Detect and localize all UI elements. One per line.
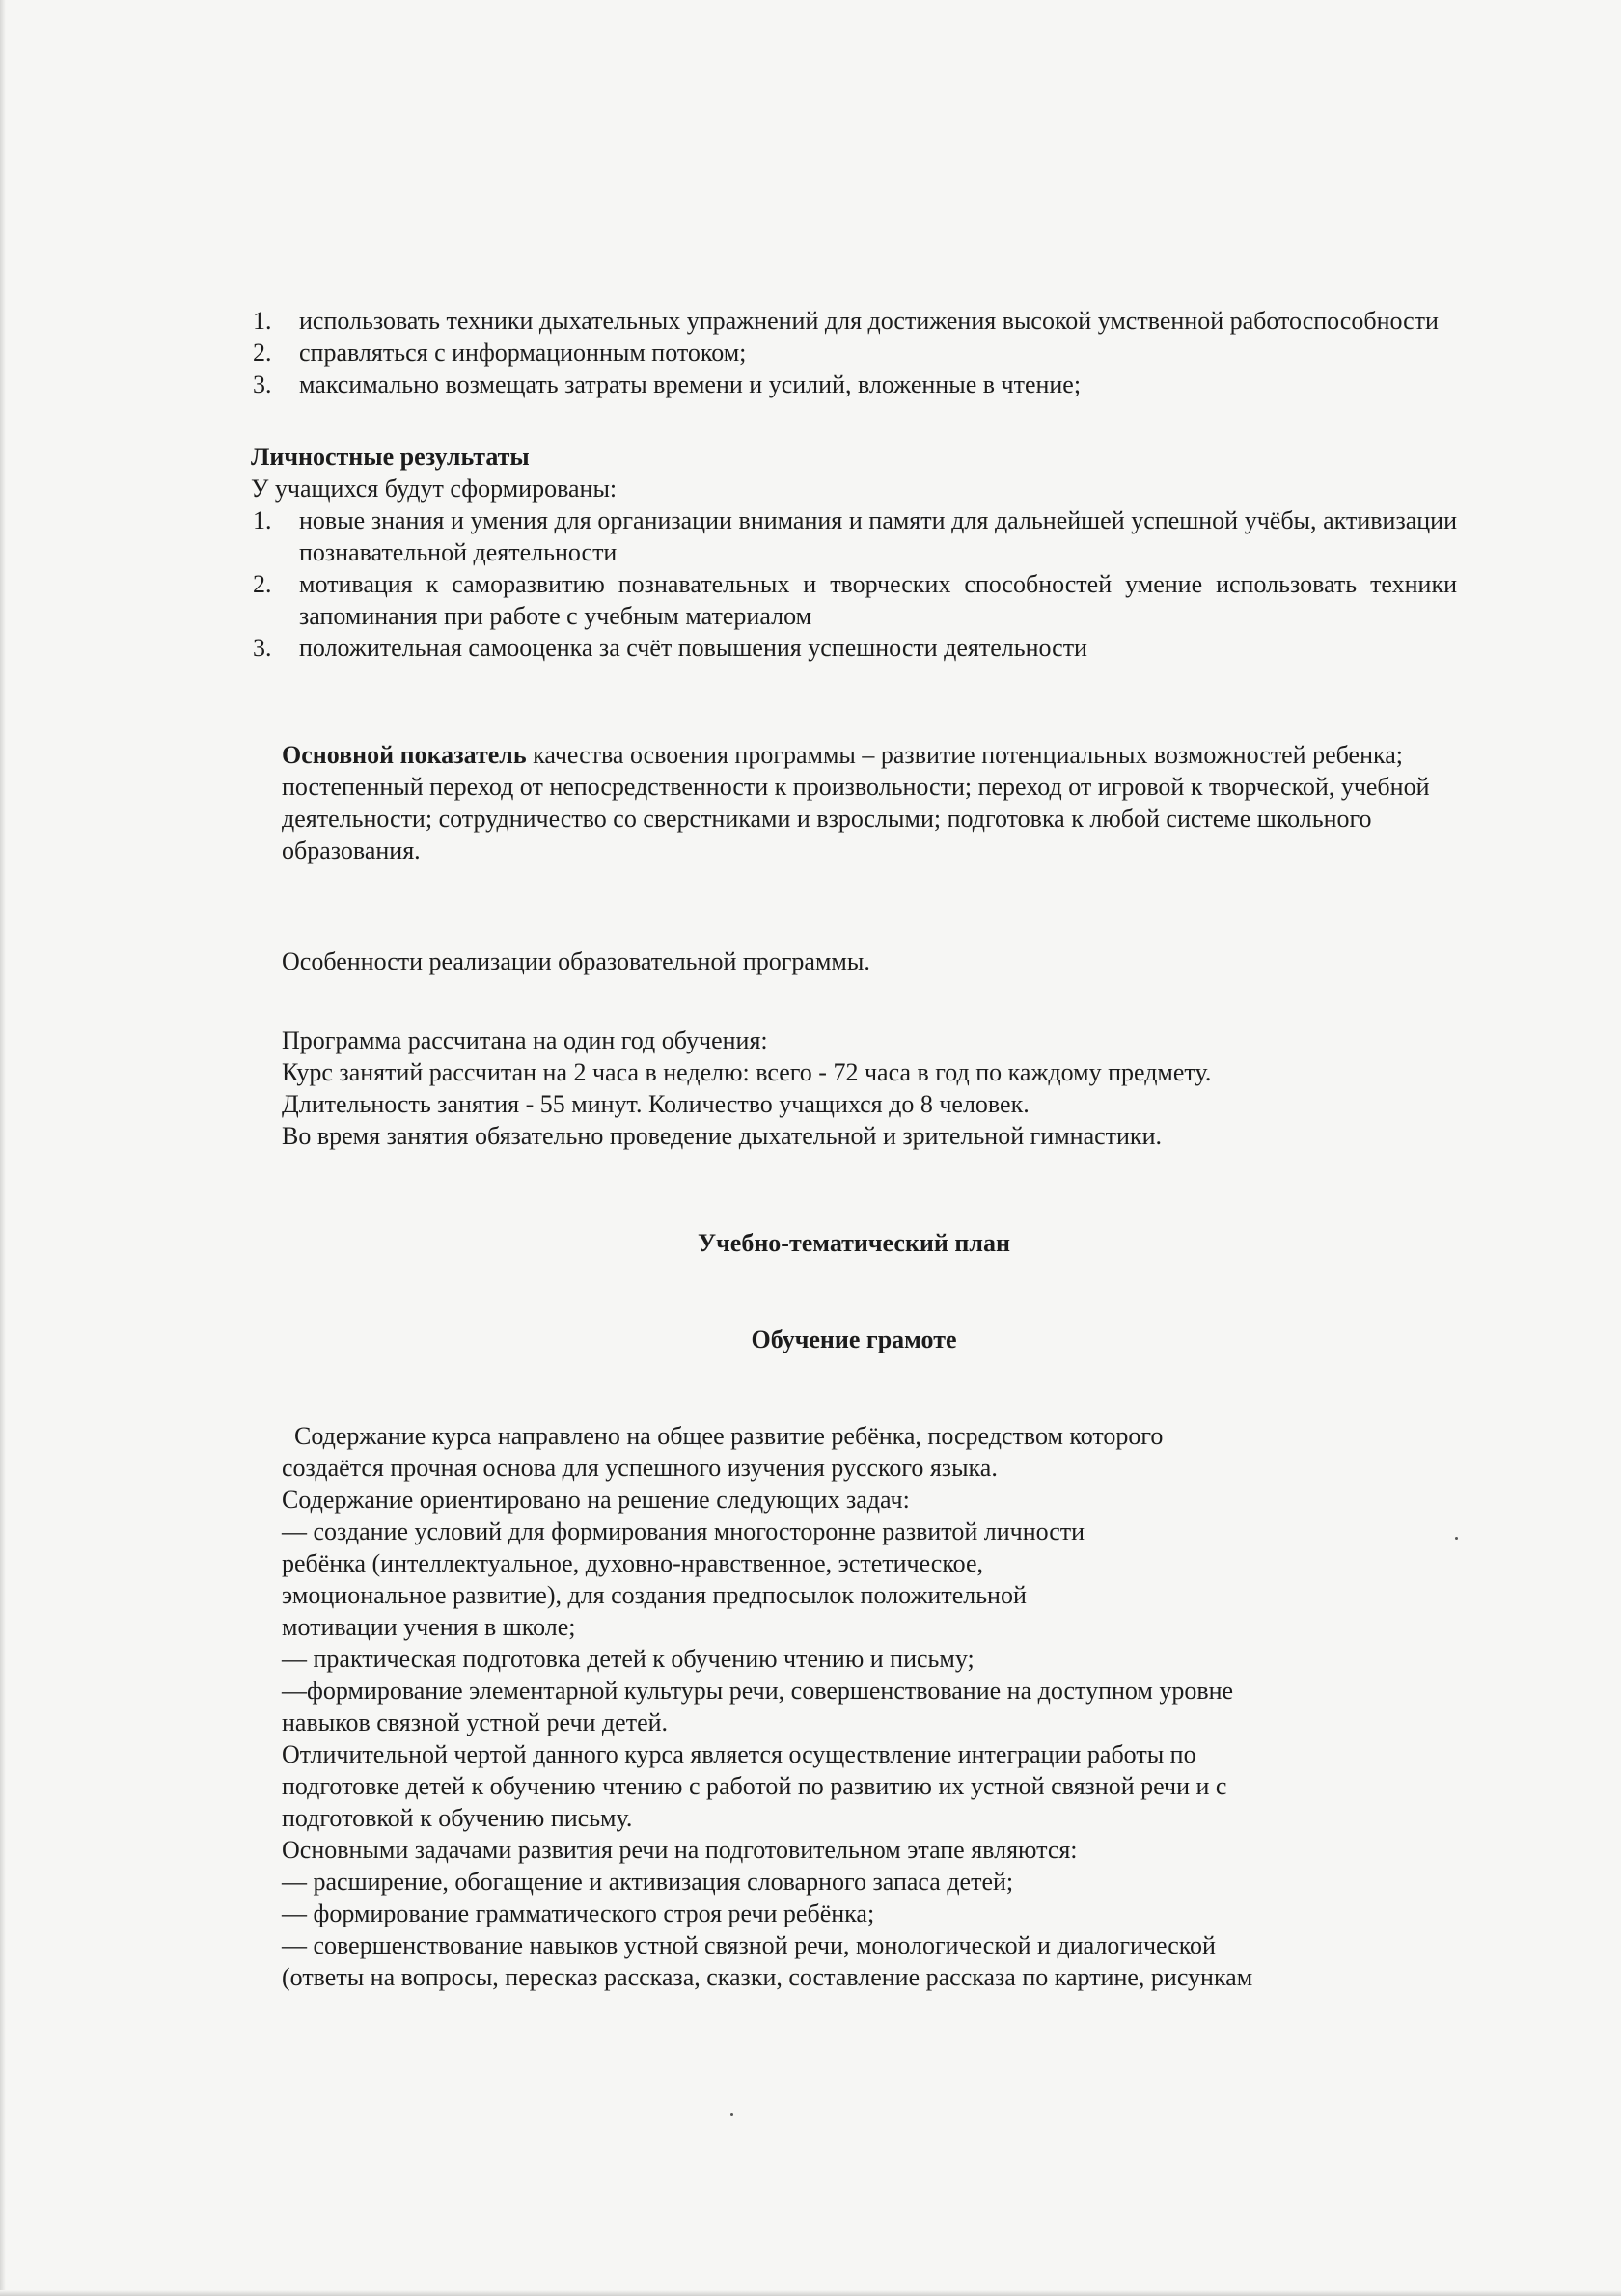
course-line: — практическая подготовка детей к обучению чтению и письму; (282, 1645, 975, 1673)
list-item (251, 632, 1457, 664)
personal-results-heading: Личностные результаты (251, 443, 530, 471)
program-line: Во время занятия обязательно проведение дыхательной и зрительной гимнастики. (282, 1122, 1162, 1150)
basic-indicator-text: качества освоения программы – развитие потенциальных возможностей ребенка; постепенный переход от непосредственности к произвольности; переход от игровой к творческой, учебной деятельности; сотрудничество со сверстниками и взрослыми; подготовка к любой системе школьного образования. (282, 741, 1430, 864)
list-item (251, 305, 1457, 337)
features-paragraph: Особенности реализации образовательной программы. (282, 947, 870, 975)
course-line: подготовкой к обучению письму. (282, 1804, 633, 1832)
personal-results-intro: У учащихся будут сформированы: (251, 475, 618, 503)
course-content (282, 1420, 1457, 1993)
basic-indicator-paragraph (282, 739, 1457, 866)
program-line: Длительность занятия - 55 минут. Количество учащихся до 8 человек. (282, 1090, 1030, 1118)
list-item (251, 568, 1457, 632)
course-line: Отличительной чертой данного курса является осуществление интеграции работы по (282, 1740, 1196, 1768)
list-number: 2. (253, 339, 272, 367)
course-line: мотивации учения в школе; (282, 1613, 576, 1641)
course-line: — формирование грамматического строя речи ребёнка; (282, 1900, 875, 1927)
course-line: — совершенствование навыков устной связной речи, монологической и диалогической (282, 1931, 1216, 1959)
course-line: эмоциональное развитие), для создания предпосылок положительной (282, 1581, 1027, 1609)
course-line: —формирование элементарной культуры речи, совершенствование на доступном уровне (282, 1677, 1234, 1705)
list-text: использовать техники дыхательных упражнений для достижения высокой умственной работоспособности (299, 307, 1439, 335)
plan-heading: Учебно-тематический план (698, 1229, 1010, 1257)
course-line: навыков связной устной речи детей. (282, 1708, 669, 1736)
list-item (251, 337, 1457, 369)
list-text: мотивация к саморазвитию познавательных и творческих способностей умение использовать техники запоминания при работе с учебным материалом (299, 570, 1457, 630)
program-line: Курс занятий рассчитан на 2 часа в неделю: всего - 72 часа в год по каждому предмету. (282, 1058, 1212, 1086)
list-text: положительная самооценка за счёт повышения успешности деятельности (299, 634, 1087, 662)
course-line: Основными задачами развития речи на подготовительном этапе являются: (282, 1836, 1078, 1864)
personal-results-list (251, 505, 1457, 664)
document-content (251, 305, 1457, 1993)
course-line: ребёнка (интеллектуальное, духовно-нравственное, эстетическое, (282, 1549, 983, 1577)
list-number: 2. (253, 570, 272, 598)
basic-indicator-bold: Основной показатель (282, 741, 527, 769)
course-line: — создание условий для формирования многосторонне развитой личности (282, 1517, 1085, 1545)
course-line: подготовке детей к обучению чтению с работой по развитию их устной связной речи и с (282, 1772, 1227, 1800)
scan-bottom-edge (0, 2290, 1621, 2296)
program-line: Программа рассчитана на один год обучения: (282, 1026, 768, 1054)
list-item (251, 369, 1457, 400)
list-number: 1. (253, 307, 272, 335)
course-line: Содержание ориентировано на решение следующих задач: (282, 1486, 910, 1514)
skills-list (251, 305, 1457, 400)
scan-speck (730, 2113, 733, 2116)
course-line: — расширение, обогащение и активизация словарного запаса детей; (282, 1868, 1014, 1896)
program-paragraph (282, 1025, 1457, 1152)
scan-left-edge (0, 0, 6, 2296)
list-text: новые знания и умения для организации внимания и памяти для дальнейшей успешной учёбы, активизации познавательной деятельности (299, 506, 1457, 566)
list-number: 3. (253, 370, 272, 398)
list-text: максимально возмещать затраты времени и усилий, вложенные в чтение; (299, 370, 1082, 398)
literacy-heading: Обучение грамоте (751, 1326, 957, 1353)
list-number: 3. (253, 634, 272, 662)
course-line: Содержание курса направлено на общее развитие ребёнка, посредством которого (282, 1422, 1164, 1450)
list-text: справляться с информационным потоком; (299, 339, 747, 367)
list-number: 1. (253, 506, 272, 534)
list-item (251, 505, 1457, 568)
course-line: (ответы на вопросы, пересказ рассказа, сказки, составление рассказа по картине, рисункам (282, 1963, 1253, 1991)
course-line: создаётся прочная основа для успешного изучения русского языка. (282, 1454, 998, 1482)
